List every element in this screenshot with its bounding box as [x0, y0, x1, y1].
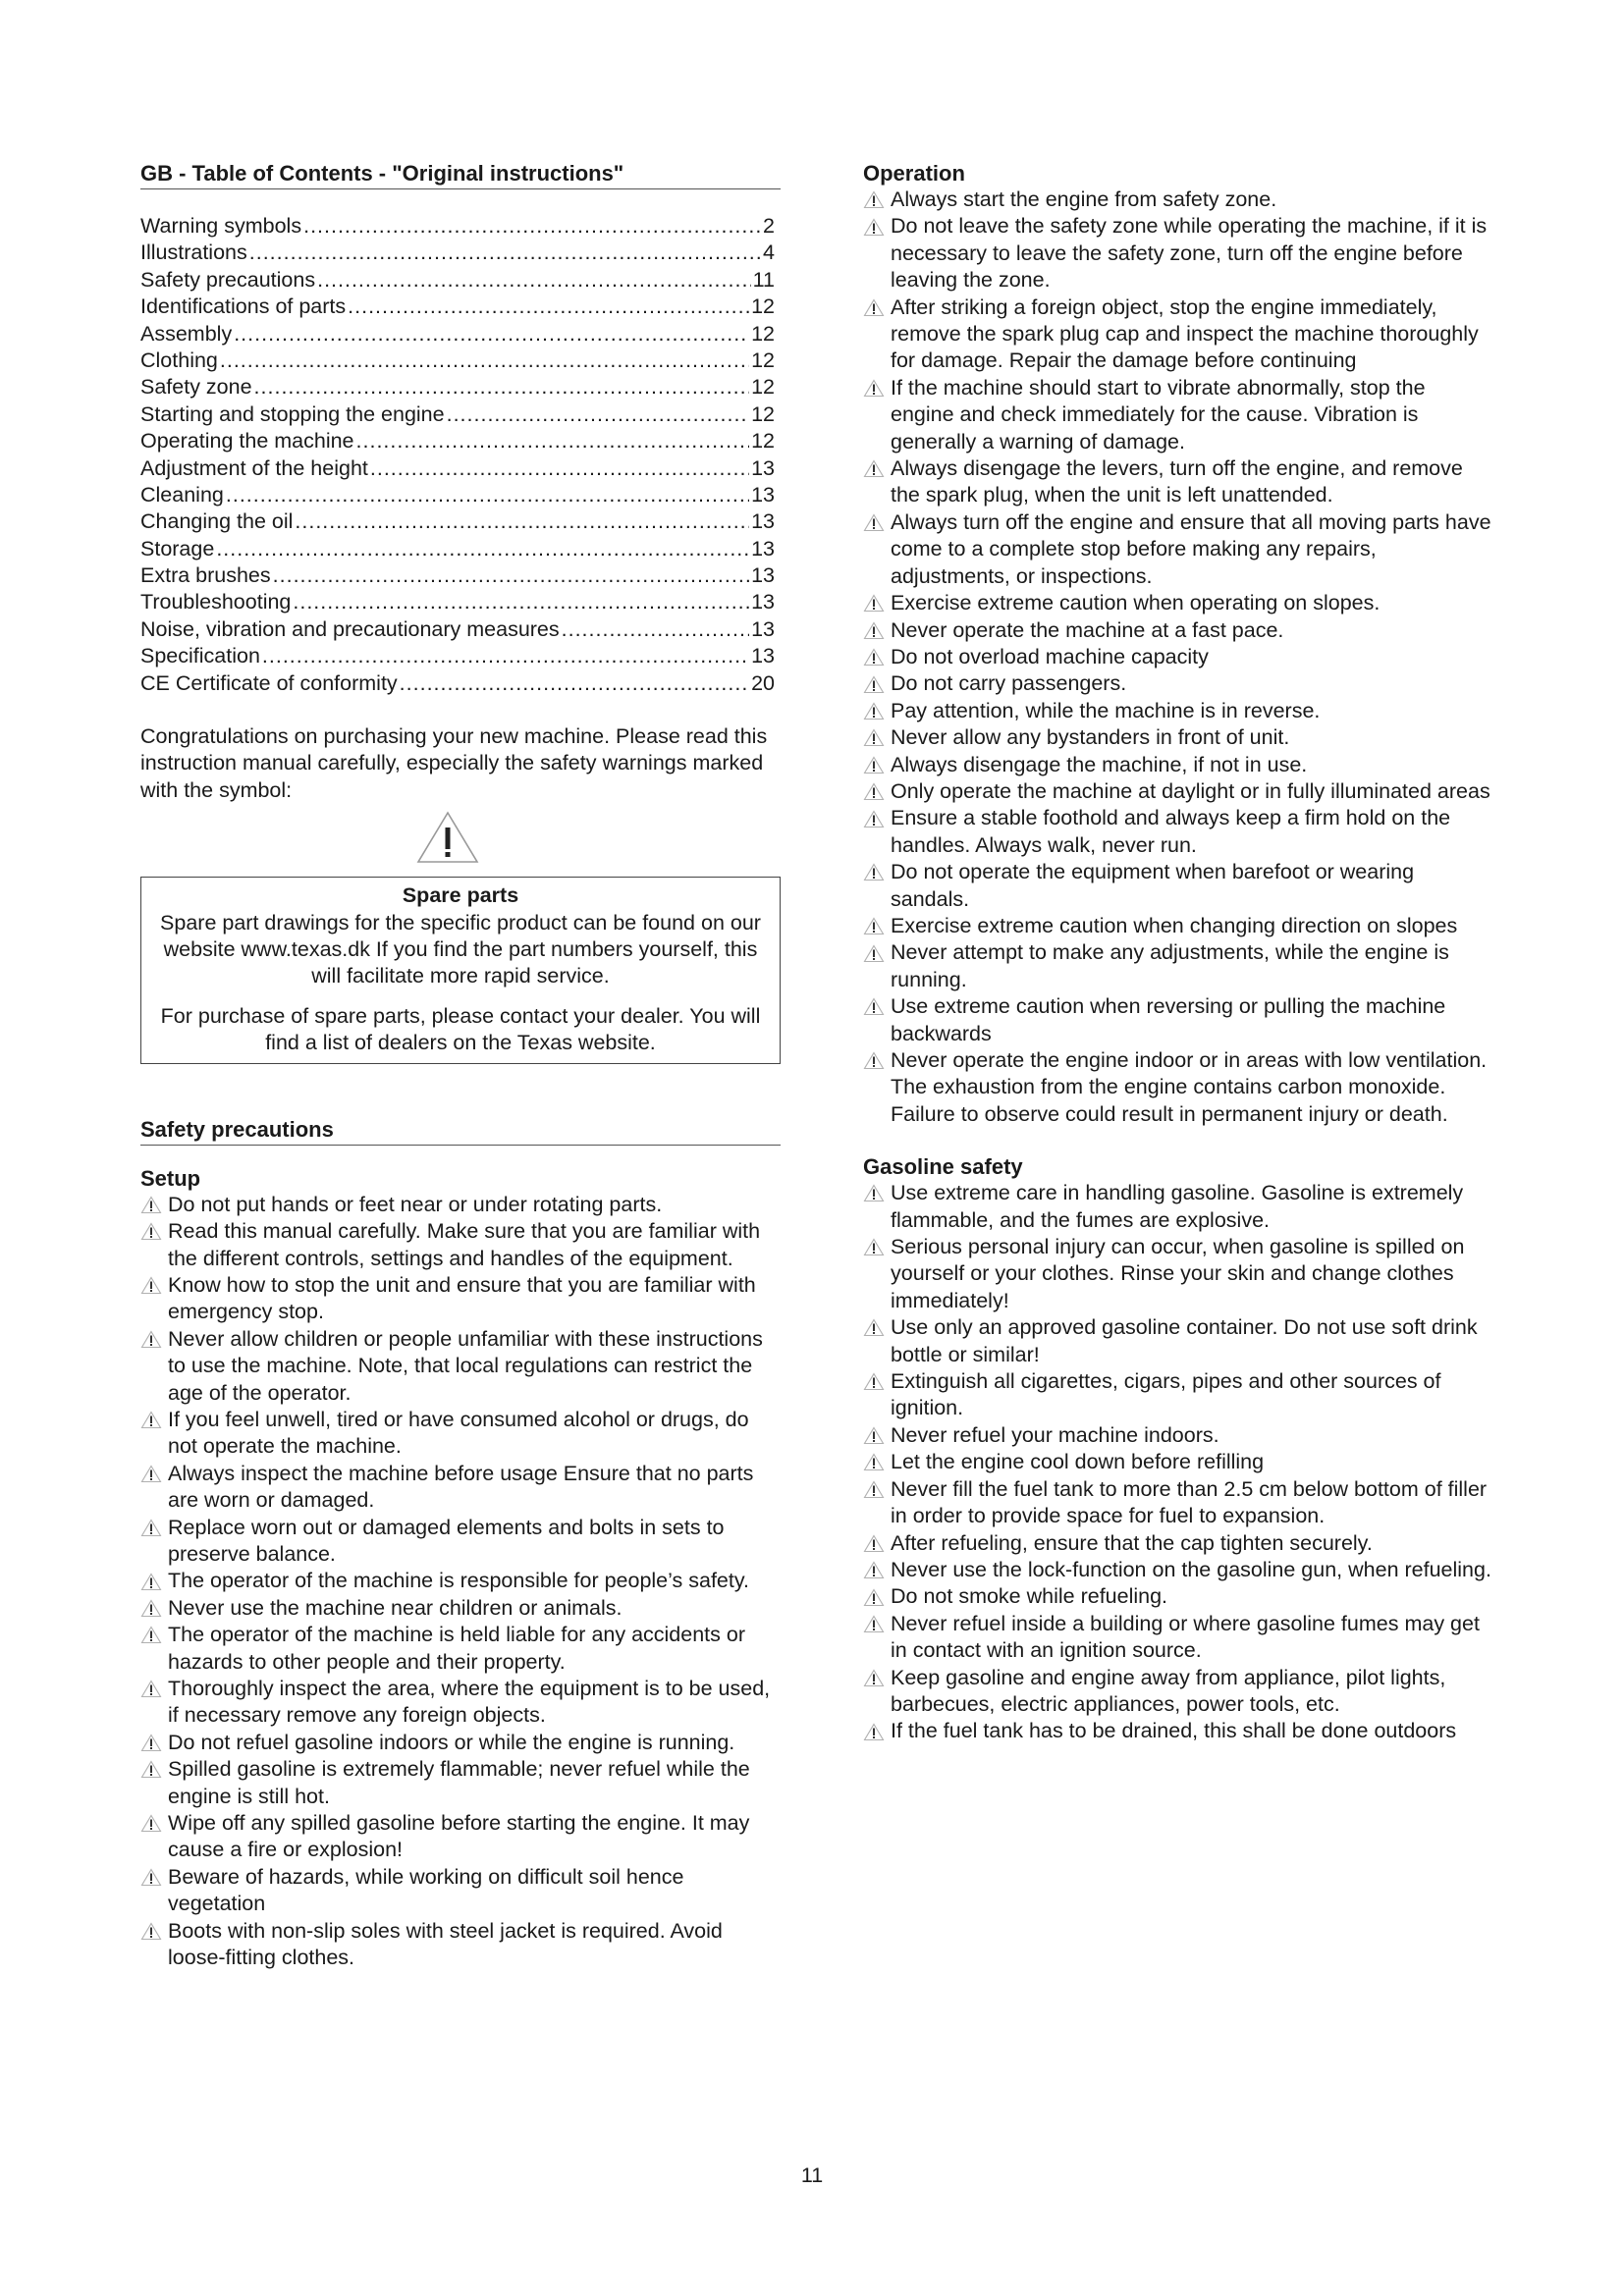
safety-list-item-text: Use extreme caution when reversing or pulling the machine backwards	[891, 994, 1446, 1045]
safety-list-item	[863, 590, 1491, 616]
warning-triangle-icon	[140, 1676, 168, 1702]
toc-entry	[140, 401, 781, 428]
toc-entry-label: Changing the oil	[140, 509, 294, 534]
left-column	[140, 160, 781, 1971]
safety-list-item-text: Beware of hazards, while working on difficult soil hence vegetation	[168, 1864, 684, 1916]
safety-list-item-text: Pay attention, while the machine is in reverse.	[891, 698, 1321, 722]
safety-list-item	[863, 1234, 1491, 1314]
safety-list-item	[863, 1368, 1491, 1422]
warning-triangle-icon	[140, 1622, 168, 1648]
warning-triangle-icon	[863, 617, 891, 644]
warning-triangle-icon	[140, 1810, 168, 1837]
toc-leader-dots	[262, 643, 749, 669]
toc-leader-dots	[370, 455, 749, 482]
toc-entry-page: 13	[751, 455, 775, 480]
toc-entry-label: Starting and stopping the engine	[140, 401, 445, 426]
toc-leader-dots	[317, 267, 751, 294]
warning-triangle-icon	[863, 1234, 891, 1260]
toc-entry	[140, 374, 781, 400]
safety-list-item	[140, 1730, 781, 1756]
safety-list-item-text: Never use the lock-function on the gasoline gun, when refueling.	[891, 1557, 1491, 1581]
toc-entry	[140, 508, 781, 535]
safety-list-item-text: Serious personal injury can occur, when gasoline is spilled on yourself or your clothes. Rinse your skin and change clothes immediately!	[891, 1235, 1465, 1312]
toc-entry	[140, 294, 781, 320]
safety-list-item-text: Do not carry passengers.	[891, 671, 1127, 696]
warning-triangle-icon	[863, 1665, 891, 1691]
toc-leader-dots	[226, 482, 749, 508]
warning-triangle-icon	[863, 859, 891, 885]
operation-title: Operation	[863, 161, 965, 186]
warning-triangle-icon	[140, 1218, 168, 1245]
warning-triangle-icon	[863, 1530, 891, 1557]
toc-leader-dots	[562, 616, 749, 643]
toc-entry-page: 12	[751, 347, 775, 372]
safety-list-item	[863, 1530, 1491, 1557]
toc-leader-dots	[293, 589, 749, 615]
page-number: 11	[800, 2163, 824, 2187]
safety-list-item-text: Never fill the fuel tank to more than 2.5 cm below bottom of filler in order to provide space for fuel to expansion.	[891, 1476, 1488, 1528]
safety-list-item	[863, 1476, 1491, 1530]
safety-list-item-text: Replace worn out or damaged elements and bolts in sets to preserve balance.	[168, 1515, 725, 1566]
safety-list-item-text: Do not leave the safety zone while operating the machine, if it is necessary to leave the safety zone, turn off the engine before leaving the zone.	[891, 214, 1488, 293]
safety-list-item-text: Exercise extreme caution when operating on slopes.	[891, 591, 1380, 615]
toc-leader-dots	[400, 670, 749, 697]
warning-triangle-icon	[415, 810, 480, 865]
safety-list-item-text: If you feel unwell, tired or have consumed alcohol or drugs, do not operate the machine.	[168, 1407, 749, 1459]
safety-list-item-text: Boots with non-slip soles with steel jacket is required. Avoid loose-fitting clothes.	[168, 1918, 723, 1970]
toc-entry	[140, 643, 781, 669]
safety-list-item-text: Only operate the machine at daylight or in fully illuminated areas	[891, 778, 1490, 803]
safety-list-item-text: After striking a foreign object, stop the engine immediately, remove the spark plug cap and inspect the machine thoroughly for damage. Repair the damage before continuing	[891, 294, 1479, 373]
toc-entry-label: Operating the machine	[140, 429, 354, 454]
toc-leader-dots	[303, 213, 761, 240]
warning-triangle-icon	[140, 1864, 168, 1891]
toc-entry-label: Safety zone	[140, 375, 252, 400]
toc-entry-page: 2	[763, 214, 775, 238]
warning-triangle-icon	[140, 1568, 168, 1594]
toc-entry	[140, 213, 781, 240]
safety-list-item-text: Always disengage the levers, turn off the engine, and remove the spark plug, when the unit is left unattended.	[891, 456, 1463, 507]
toc-leader-dots	[295, 508, 749, 535]
toc-title: GB - Table of Contents - "Original instructions"	[140, 160, 781, 189]
warning-triangle-icon	[140, 1192, 168, 1218]
toc-entry-page: 13	[751, 482, 775, 507]
warning-triangle-icon	[863, 724, 891, 751]
toc-entry	[140, 240, 781, 266]
safety-list-item	[140, 1192, 781, 1218]
safety-list-item-text: If the machine should start to vibrate abnormally, stop the engine and check immediately for the cause. Vibration is generally a warning of damage.	[891, 375, 1426, 454]
safety-list-item	[863, 670, 1491, 697]
safety-list-item	[863, 1449, 1491, 1475]
safety-list-item	[863, 993, 1491, 1047]
safety-list-item	[140, 1515, 781, 1569]
safety-list-item	[863, 805, 1491, 859]
toc-entry-label: Extra brushes	[140, 563, 271, 588]
safety-list-item-text: Always turn off the engine and ensure that all moving parts have come to a complete stop before making any repairs, adjustments, or inspections.	[891, 509, 1491, 588]
safety-list-item	[140, 1810, 781, 1864]
warning-triangle-icon	[863, 509, 891, 536]
safety-list-item	[140, 1218, 781, 1272]
intro-paragraph: Congratulations on purchasing your new machine. Please read this instruction manual carefully, especially the safety warnings marked with the symbol:	[140, 724, 768, 802]
safety-list-item	[863, 752, 1491, 778]
safety-list-item	[863, 724, 1491, 751]
spare-parts-title: Spare parts	[402, 883, 519, 908]
toc-entry-page: 12	[751, 429, 775, 454]
safety-list-item	[140, 1918, 781, 1972]
safety-list-item	[140, 1326, 781, 1407]
safety-list-item	[863, 294, 1491, 375]
safety-list-item	[863, 1665, 1491, 1719]
warning-triangle-icon	[140, 1407, 168, 1433]
warning-triangle-icon	[863, 1583, 891, 1610]
toc-entry-page: 13	[751, 616, 775, 641]
toc-leader-dots	[254, 374, 750, 400]
safety-list-item	[140, 1864, 781, 1918]
safety-list-item-text: Do not smoke while refueling.	[891, 1584, 1168, 1609]
warning-triangle-icon	[863, 1314, 891, 1341]
toc-entry-page: 13	[751, 590, 775, 614]
gasoline-list	[863, 1180, 1491, 1745]
safety-list-item	[863, 187, 1491, 213]
spare-parts-box	[140, 877, 781, 1063]
warning-triangle-icon	[863, 590, 891, 616]
safety-list-item	[863, 375, 1491, 455]
toc-entry-page: 12	[751, 401, 775, 426]
warning-triangle-icon	[863, 1422, 891, 1449]
operation-list	[863, 187, 1491, 1128]
safety-list-item-text: Never allow any bystanders in front of unit.	[891, 725, 1290, 750]
safety-list-item-text: Always start the engine from safety zone.	[891, 187, 1277, 211]
toc-entry-page: 13	[751, 563, 775, 588]
toc-entry-label: Noise, vibration and precautionary measures	[140, 616, 560, 641]
safety-list-item	[140, 1622, 781, 1676]
safety-list-item-text: Never use the machine near children or animals.	[168, 1595, 623, 1620]
warning-triangle-icon	[863, 698, 891, 724]
toc-entry-label: Adjustment of the height	[140, 455, 368, 480]
warning-triangle-icon	[140, 1461, 168, 1487]
toc-entry-page: 4	[763, 240, 775, 265]
warning-triangle-icon	[140, 1918, 168, 1945]
toc-entry-page: 12	[751, 375, 775, 400]
safety-list-item-text: Thoroughly inspect the area, where the equipment is to be used, if necessary remove any foreign objects.	[168, 1677, 771, 1728]
safety-list-item-text: Use extreme care in handling gasoline. Gasoline is extremely flammable, and the fumes are explosive.	[891, 1181, 1464, 1232]
safety-list-item-text: Do not put hands or feet near or under rotating parts.	[168, 1192, 663, 1216]
safety-list-item-text: Always inspect the machine before usage Ensure that no parts are worn or damaged.	[168, 1461, 754, 1513]
safety-list-item	[863, 455, 1491, 509]
safety-list-item	[863, 509, 1491, 590]
toc-entry-label: Troubleshooting	[140, 590, 292, 614]
safety-list-item	[863, 859, 1491, 913]
toc-entry	[140, 670, 781, 697]
safety-list-item	[863, 213, 1491, 294]
toc-entry-label: Assembly	[140, 321, 233, 346]
spare-parts-paragraph-1: Spare part drawings for the specific product can be found on our website www.texas.dk If you find the part numbers yourself, this will facilitate more rapid service.	[160, 910, 761, 988]
safety-list-item	[140, 1595, 781, 1622]
warning-triangle-icon	[863, 778, 891, 805]
safety-list-item	[140, 1676, 781, 1730]
safety-list-item	[140, 1272, 781, 1326]
safety-list-item	[863, 644, 1491, 670]
safety-list-item-text: Wipe off any spilled gasoline before starting the engine. It may cause a fire or explosion!	[168, 1811, 750, 1862]
safety-list-item-text: Never operate the machine at a fast pace.	[891, 617, 1284, 642]
safety-list-item-text: Let the engine cool down before refilling	[891, 1450, 1265, 1474]
warning-triangle-icon	[863, 939, 891, 966]
toc-leader-dots	[447, 401, 749, 428]
safety-list-item-text: Read this manual carefully. Make sure that you are familiar with the different controls, settings and handles of the equipment.	[168, 1219, 761, 1270]
warning-triangle-icon	[863, 1611, 891, 1637]
warning-triangle-icon	[863, 644, 891, 670]
safety-list-item-text: The operator of the machine is held liable for any accidents or hazards to other people and their property.	[168, 1623, 745, 1674]
toc-entry-page: 13	[751, 509, 775, 534]
warning-triangle-icon	[140, 1515, 168, 1541]
toc-entry-label: Identifications of parts	[140, 294, 347, 319]
safety-list-item	[863, 1314, 1491, 1368]
safety-list-item-text: Do not operate the equipment when barefoot or wearing sandals.	[891, 860, 1415, 911]
safety-precautions-title: Safety precautions	[140, 1116, 781, 1146]
setup-title: Setup	[140, 1165, 201, 1191]
warning-triangle-icon	[863, 1047, 891, 1074]
toc-entry-label: Storage	[140, 536, 215, 561]
safety-list-item-text: Know how to stop the unit and ensure that you are familiar with emergency stop.	[168, 1272, 756, 1324]
toc-entry	[140, 536, 781, 562]
right-column	[863, 160, 1491, 1745]
warning-triangle-icon	[140, 1272, 168, 1299]
safety-list-item	[863, 1583, 1491, 1610]
warning-triangle-icon	[863, 993, 891, 1020]
safety-list-item	[863, 913, 1491, 939]
toc-entry-page: 13	[751, 644, 775, 668]
warning-triangle-icon	[863, 1180, 891, 1206]
table-of-contents	[140, 213, 781, 697]
warning-triangle-icon	[863, 1449, 891, 1475]
toc-leader-dots	[249, 240, 761, 266]
toc-entry	[140, 616, 781, 643]
safety-list-item	[140, 1461, 781, 1515]
toc-entry	[140, 347, 781, 374]
toc-leader-dots	[273, 562, 749, 589]
warning-triangle-icon	[863, 294, 891, 321]
safety-list-item-text: Keep gasoline and engine away from appliance, pilot lights, barbecues, electric appliances, power tools, etc.	[891, 1665, 1446, 1716]
safety-list-item-text: Do not overload machine capacity	[891, 644, 1209, 668]
toc-entry-page: 12	[751, 321, 775, 346]
safety-list-item-text: Exercise extreme caution when changing direction on slopes	[891, 913, 1458, 937]
setup-list	[140, 1192, 781, 1972]
safety-list-item-text: The operator of the machine is responsible for people’s safety.	[168, 1569, 749, 1593]
safety-list-item	[140, 1568, 781, 1594]
safety-list-item	[863, 1557, 1491, 1583]
safety-list-item-text: Never refuel inside a building or where gasoline fumes may get in contact with an ignition source.	[891, 1611, 1480, 1663]
warning-triangle-icon	[863, 670, 891, 697]
toc-entry-label: Safety precautions	[140, 267, 316, 292]
toc-entry	[140, 428, 781, 454]
safety-list-item	[863, 778, 1491, 805]
toc-leader-dots	[356, 428, 750, 454]
toc-entry-label: Specification	[140, 644, 260, 668]
safety-list-item	[863, 1047, 1491, 1128]
warning-triangle-icon	[863, 1718, 891, 1744]
safety-list-item-text: Never attempt to make any adjustments, while the engine is running.	[891, 940, 1449, 991]
toc-leader-dots	[220, 347, 749, 374]
toc-entry-label: Warning symbols	[140, 214, 302, 238]
warning-triangle-icon	[863, 375, 891, 401]
warning-triangle-icon	[863, 805, 891, 831]
warning-triangle-icon	[140, 1756, 168, 1783]
safety-list-item	[863, 1611, 1491, 1665]
warning-triangle-icon	[863, 1557, 891, 1583]
toc-entry	[140, 267, 781, 294]
safety-list-item-text: Do not refuel gasoline indoors or while the engine is running.	[168, 1730, 735, 1754]
toc-entry-label: Clothing	[140, 347, 218, 372]
toc-entry-page: 20	[751, 670, 775, 695]
safety-list-item	[863, 1180, 1491, 1234]
toc-entry	[140, 321, 781, 347]
spare-parts-paragraph-2: For purchase of spare parts, please contact your dealer. You will find a list of dealers on the Texas website.	[160, 1003, 761, 1055]
gasoline-safety-title: Gasoline safety	[863, 1154, 1023, 1180]
toc-entry	[140, 589, 781, 615]
safety-list-item-text: After refueling, ensure that the cap tighten securely.	[891, 1530, 1373, 1555]
warning-triangle-icon	[863, 187, 891, 213]
warning-triangle-icon	[863, 752, 891, 778]
toc-entry-page: 11	[752, 267, 775, 292]
toc-entry-page: 12	[751, 294, 775, 319]
toc-leader-dots	[348, 294, 749, 320]
safety-list-item-text: Use only an approved gasoline container. Do not use soft drink bottle or similar!	[891, 1315, 1478, 1366]
safety-list-item-text: Extinguish all cigarettes, cigars, pipes and other sources of ignition.	[891, 1369, 1441, 1420]
safety-list-item	[863, 698, 1491, 724]
warning-triangle-icon	[863, 455, 891, 482]
safety-list-item-text: Always disengage the machine, if not in use.	[891, 752, 1308, 776]
safety-list-item-text: Never refuel your machine indoors.	[891, 1422, 1219, 1447]
safety-list-item	[863, 1422, 1491, 1449]
warning-triangle-icon	[863, 1368, 891, 1395]
toc-entry-label: CE Certificate of conformity	[140, 670, 398, 695]
warning-triangle-icon	[140, 1326, 168, 1353]
toc-leader-dots	[234, 321, 749, 347]
toc-entry-label: Illustrations	[140, 240, 247, 265]
warning-triangle-icon	[863, 1476, 891, 1503]
toc-entry	[140, 455, 781, 482]
toc-entry-label: Cleaning	[140, 482, 224, 507]
safety-list-item	[863, 939, 1491, 993]
warning-triangle-icon	[863, 913, 891, 939]
safety-list-item-text: Never allow children or people unfamiliar with these instructions to use the machine. Note, that local regulations can restrict the age of the operator.	[168, 1326, 763, 1405]
toc-entry	[140, 482, 781, 508]
warning-triangle-icon	[140, 1595, 168, 1622]
safety-list-item-text: Ensure a stable foothold and always keep a firm hold on the handles. Always walk, never run.	[891, 806, 1451, 857]
warning-triangle-icon	[863, 213, 891, 240]
safety-list-item-text: If the fuel tank has to be drained, this shall be done outdoors	[891, 1719, 1457, 1743]
toc-leader-dots	[216, 536, 749, 562]
toc-entry	[140, 562, 781, 589]
warning-triangle-icon	[140, 1730, 168, 1756]
toc-entry-page: 13	[751, 536, 775, 561]
safety-list-item	[863, 617, 1491, 644]
safety-list-item	[140, 1756, 781, 1810]
safety-list-item-text: Never operate the engine indoor or in areas with low ventilation. The exhaustion from the engine contains carbon monoxide. Failure to observe could result in permanent injury or death.	[891, 1048, 1488, 1126]
safety-list-item-text: Spilled gasoline is extremely flammable; never refuel while the engine is still hot.	[168, 1757, 750, 1808]
safety-list-item	[863, 1718, 1491, 1744]
safety-list-item	[140, 1407, 781, 1461]
